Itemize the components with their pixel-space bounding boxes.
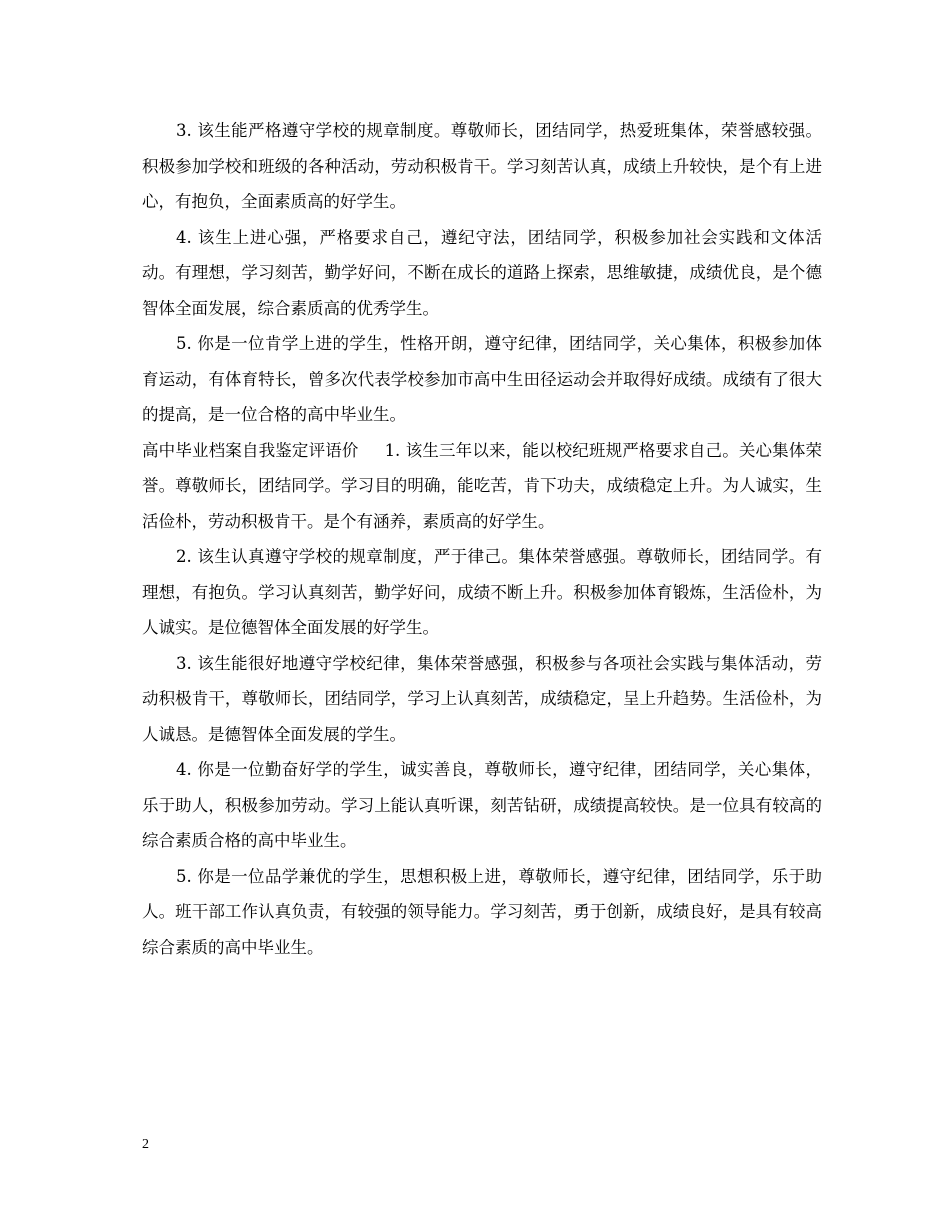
document-body xyxy=(142,113,822,965)
paragraph: 5. 你是一位肯学上进的学生，性格开朗，遵守纪律，团结同学，关心集体，积极参加体育运动，有体育特长，曾多次代表学校参加市高中生田径运动会并取得好成绩。成绩有了很大的提高，是一位合格的高中毕业生。 xyxy=(142,334,822,424)
section-paragraph xyxy=(142,433,822,540)
paragraph: 3. 该生能很好地遵守学校纪律，集体荣誉感强，积极参与各项社会实践与集体活动，劳动积极肯干，尊敬师长，团结同学，学习上认真刻苦，成绩稳定，呈上升趋势。生活俭朴，为人诚恳。是德智体全面发展的学生。 xyxy=(142,653,822,744)
page-number: 2 xyxy=(142,1137,149,1152)
section-heading: 高中毕业档案自我鉴定评语价 xyxy=(142,440,359,460)
paragraph: 3. 该生能严格遵守学校的规章制度。尊敬师长，团结同学，热爱班集体，荣誉感较强。积极参加学校和班级的各种活动，劳动积极肯干。学习刻苦认真，成绩上升较快，是个有上进心，有抱负，全面素质高的好学生。 xyxy=(142,121,822,211)
paragraph: 4. 该生上进心强，严格要求自己，遵纪守法，团结同学，积极参加社会实践和文体活动。有理想，学习刻苦，勤学好问，不断在成长的道路上探索，思维敏捷，成绩优良，是个德智体全面发展，综合素质高的优秀学生。 xyxy=(142,227,822,318)
section-first-paragraph: 1. 该生三年以来，能以校纪班规严格要求自己。关心集体荣誉。尊敬师长，团结同学。学习目的明确，能吃苦，肯下功夫，成绩稳定上升。为人诚实，生活俭朴，劳动积极肯干。是个有涵养，素质高的好学生。 xyxy=(142,440,822,531)
paragraph: 5. 你是一位品学兼优的学生，思想积极上进，尊敬师长，遵守纪律，团结同学，乐于助人。班干部工作认真负责，有较强的领导能力。学习刻苦，勇于创新，成绩良好，是具有较高综合素质的高中毕业生。 xyxy=(142,866,822,957)
paragraph: 2. 该生认真遵守学校的规章制度，严于律己。集体荣誉感强。尊敬师长，团结同学。有理想，有抱负。学习认真刻苦，勤学好问，成绩不断上升。积极参加体育锻炼，生活俭朴，为人诚实。是位德智体全面发展的好学生。 xyxy=(142,547,822,637)
paragraph: 4. 你是一位勤奋好学的学生，诚实善良，尊敬师长，遵守纪律，团结同学，关心集体，乐于助人，积极参加劳动。学习上能认真听课，刻苦钻研，成绩提高较快。是一位具有较高的综合素质合格的高中毕业生。 xyxy=(142,760,822,850)
